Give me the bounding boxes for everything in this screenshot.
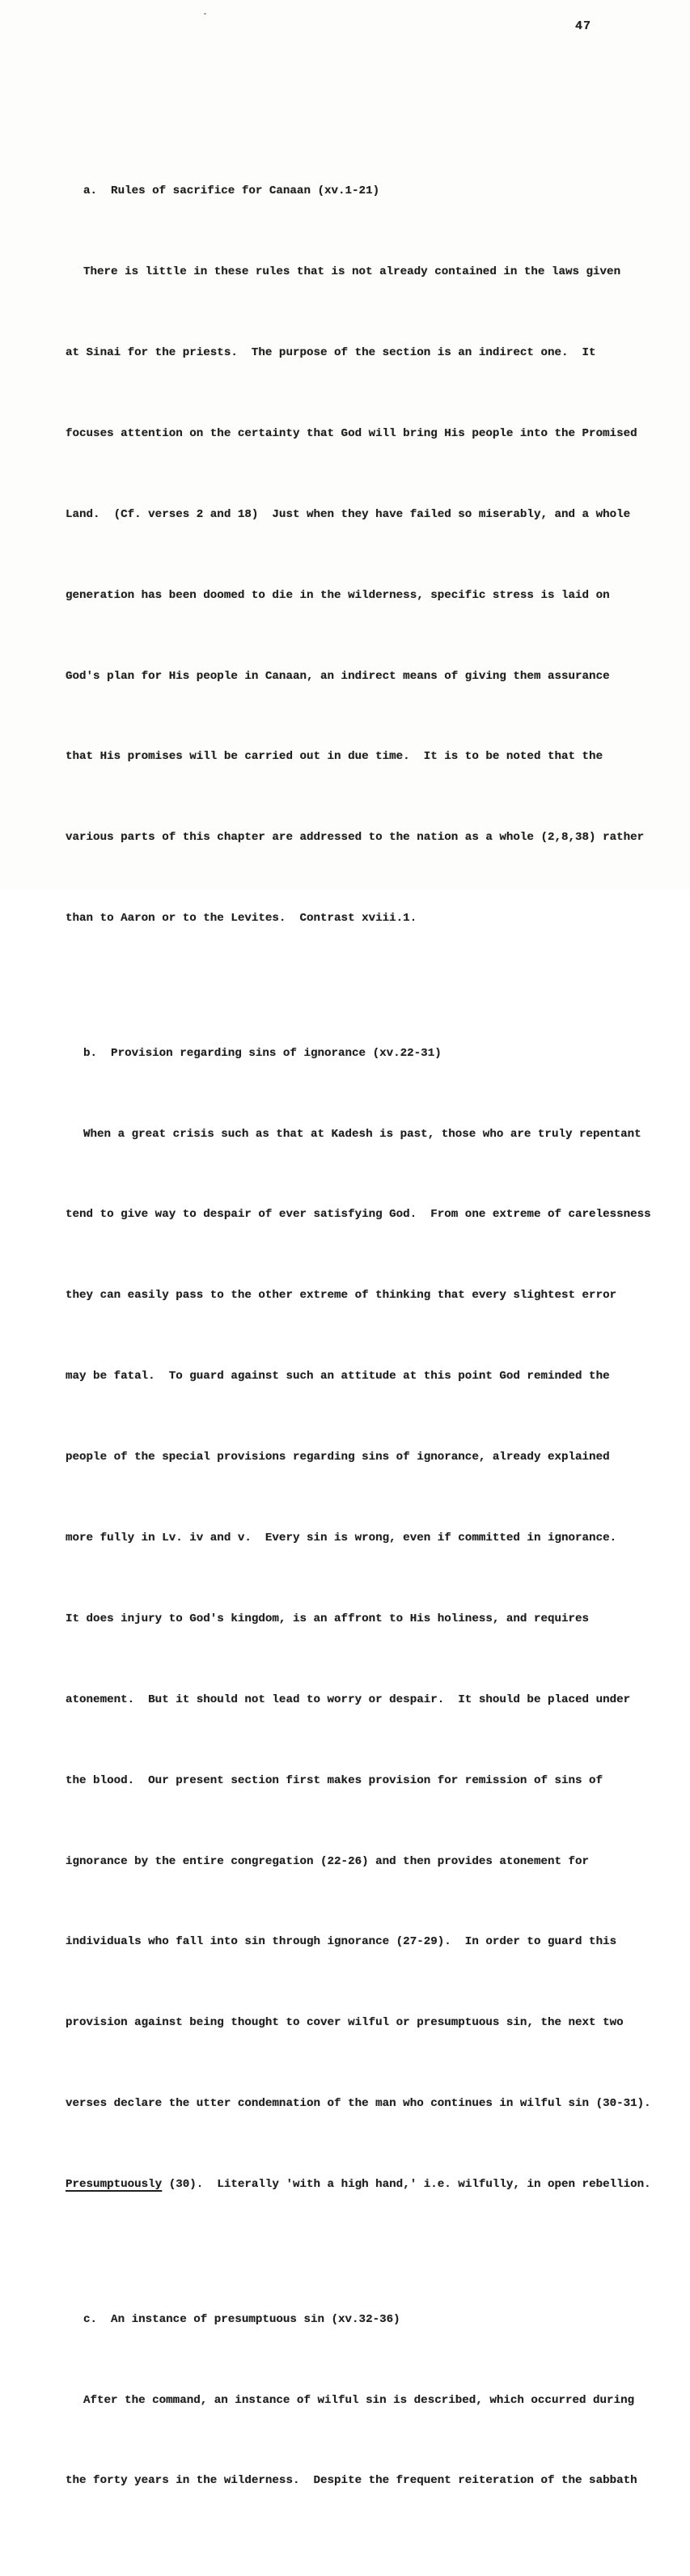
text-line: that His promises will be carried out in due time. It is to be noted that the — [66, 750, 603, 764]
text-line: may be fatal. To guard against such an attitude at this point God reminded the — [66, 1370, 610, 1383]
text-line: provision against being thought to cover wilful or presumptuous sin, the next two — [66, 2016, 624, 2030]
text-line: After the command, an instance of wilful sin is described, which occurred during — [83, 2393, 635, 2407]
text-line: God's plan for His people in Canaan, an indirect means of giving them assurance — [66, 669, 610, 683]
text-line: It does injury to God's kingdom, is an affront to His holiness, and requires — [66, 1612, 590, 1625]
text-line: generation has been doomed to die in the wilderness, specific stress is laid on — [66, 588, 610, 602]
text-line: ignorance by the entire congregation (22-26) and then provides atonement for — [66, 1854, 590, 1868]
text-line: the forty years in the wilderness. Despite the frequent reiteration of the sabbath — [66, 2474, 637, 2488]
text-line: various parts of this chapter are addressed to the nation as a whole (2,8,38) rather — [66, 831, 645, 845]
text-line: at Sinai for the priests. The purpose of the section is an indirect one. It — [66, 345, 596, 359]
gloss-line — [66, 2171, 664, 2198]
gloss-definition: (30). Literally 'with a high hand,' i.e. wilfully, in open rebellion. — [162, 2178, 651, 2192]
text-line: more fully in Lv. iv and v. Every sin is wrong, even if committed in ignorance. — [66, 1532, 617, 1545]
scan-speck — [204, 13, 206, 15]
text-line: individuals who fall into sin through ignorance (27-29). In order to guard this — [66, 1935, 617, 1949]
text-line: they can easily pass to the other extreme of thinking that every slightest error — [66, 1289, 617, 1303]
text-line: focuses attention on the certainty that God will bring His people into the Promised — [66, 426, 637, 440]
text-line: than to Aaron or to the Levites. Contrast xviii.1. — [66, 912, 417, 926]
document-body — [66, 70, 664, 2576]
text-line: tend to give way to despair of ever satisfying God. From one extreme of carelessness — [66, 1208, 651, 1222]
text-line: atonement. But it should not lead to worry or despair. It should be placed under — [66, 1693, 631, 1706]
section-b-heading: b. Provision regarding sins of ignorance (xv.22-31) — [83, 1046, 442, 1060]
text-line: people of the special provisions regarding sins of ignorance, already explained — [66, 1451, 610, 1464]
text-line: There is little in these rules that is not already contained in the laws given — [83, 265, 621, 279]
text-line: When a great crisis such as that at Kadesh is past, those who are truly repentant — [83, 1127, 641, 1141]
section-a-heading: a. Rules of sacrifice for Canaan (xv.1-21) — [83, 184, 380, 198]
page-number: 47 — [575, 19, 592, 33]
section-c-heading: c. An instance of presumptuous sin (xv.32-36) — [83, 2312, 400, 2326]
text-line: Land. (Cf. verses 2 and 18) Just when they have failed so miserably, and a whole — [66, 507, 631, 521]
text-line: verses declare the utter condemnation of the man who continues in wilful sin (30-31). — [66, 2097, 651, 2111]
underlined-term: Presumptuously — [66, 2178, 163, 2192]
text-line: the blood. Our present section first makes provision for remission of sins of — [66, 1773, 603, 1787]
